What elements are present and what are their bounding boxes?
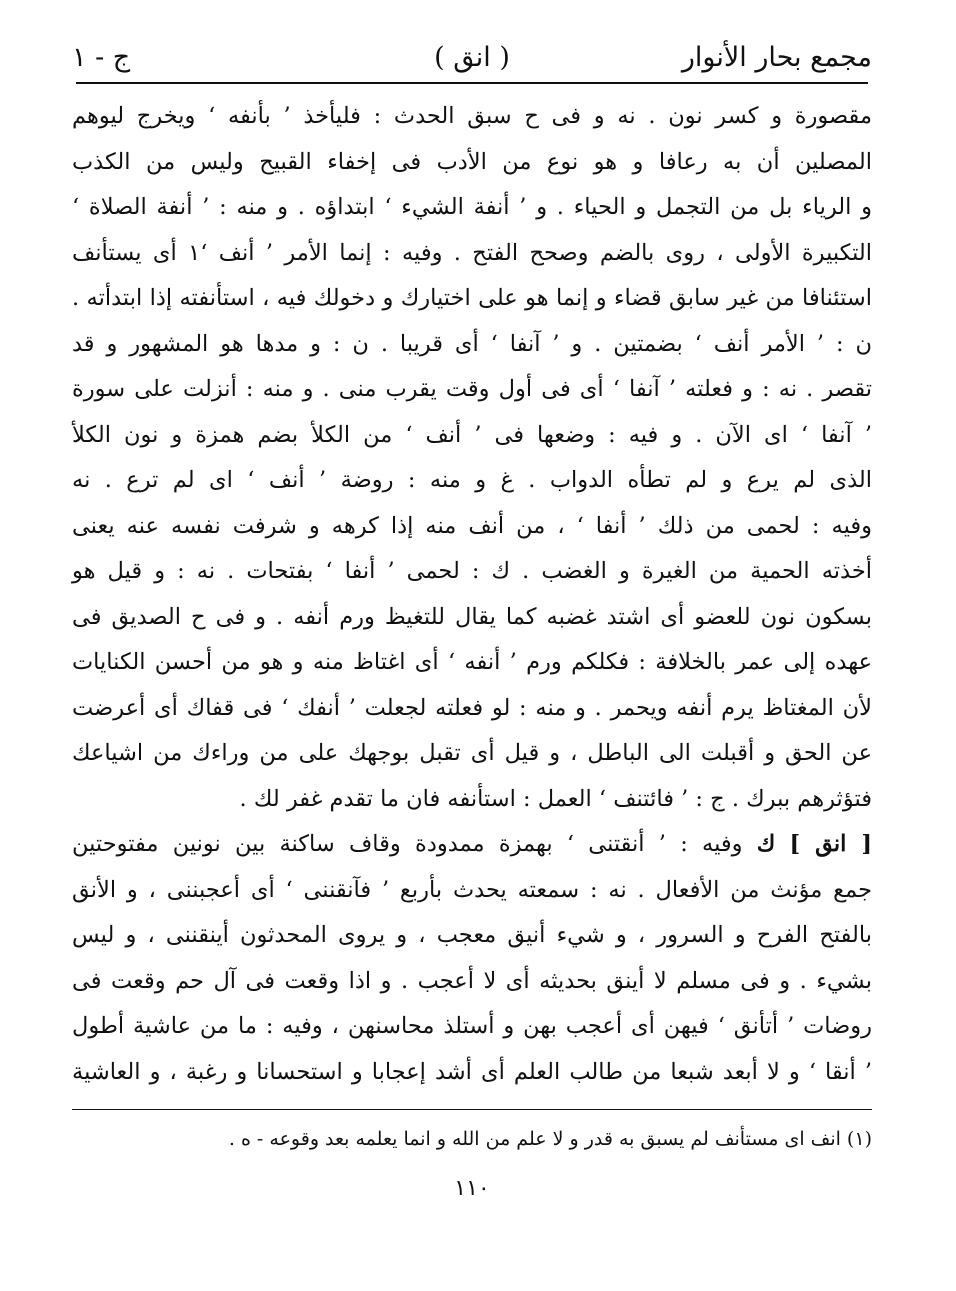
text-line: ’ أنقا ‘ و لا أبعد شبعا من طالب العلم أى أشد إعجابا و استحسانا و رغبة ، و العاشية [72,1058,872,1085]
entry-heading-line [72,822,872,868]
text-line: ’ آنفا ‘ اى الآن . و فيه : وضعها فى ’ أنف ‘ من الكلأ بضم همزة و نون الكلأ [72,421,872,448]
text-line: أخذته الحمية من الغيرة و الغضب . ك : لحمى ’ أنفا ‘ بفتحات . نه : و قيل هو [72,558,872,584]
text-line: بسكون نون للعضو أى اشتد غضبه كما يقال للتغيظ ورم أنفه . و فى ح الصديق فى [72,603,872,630]
text-line: بشيء . و فى مسلم لا أينق بحديثه أى لا أعجب . و اذا وقعت فى آل حم وقعت فى [72,967,872,994]
text-line: لأن المغتاظ يرم أنفه ويحمر . و منه : لو فعلته لجعلت ’ أنفك ‘ فى قفاك أى أعرضت [72,694,872,721]
text-line: وفيه : لحمى من ذلك ’ أنفا ‘ ، من أنف منه إذا كرهه و شرفت نفسه عنه يعنى [72,512,872,539]
text-line: تقصر . نه : و فعلته ’ آنفا ‘ أى فى أول وقت يقرب منى . و منه : أنزلت على سورة [72,376,872,402]
text-line: عن الحق و أقبلت الى الباطل ، و قيل أى تقبل بوجهك على من وراءك من اشياعك [72,740,872,766]
root-heading: ( انق ) [434,41,510,73]
entry-source-code: ك [756,831,776,857]
volume-number: ج - ١ [72,41,131,73]
page [72,34,872,1264]
page-header [72,34,872,80]
text-line: الذى لم يرع و لم تطأه الدواب . غ و منه : روضة ’ أنف ‘ اى لم ترع . نه [72,467,872,493]
header-rule [76,82,868,84]
text-line: التكبيرة الأولى ، روى بالضم وصحح الفتح . وفيه : إنما الأمر ’ أنف ‘١ أى يستأنف [72,239,872,266]
text-line: مقصورة و كسر نون . نه و فى ح سبق الحدث : فليأخذ ’ بأنفه ‘ ويخرج ليوهم [72,103,872,129]
text-line: استئنافا من غير سابق قضاء و إنما هو على اختيارك و دخولك فيه ، استأنفته إذا ابتدأته . [72,285,872,311]
text-line: عهده إلى عمر بالخلافة : فكلكم ورم ’ أنفه ‘ أى اغتاظ منه و هو من أحسن الكنايات [72,649,872,675]
footnote-rule [72,1109,872,1110]
page-number: ١١٠ [454,1176,490,1201]
text-line: بالفتح الفرح و السرور ، و شيء أنيق معجب ، و يروى المحدثون أينقننى ، و ليس [72,922,872,948]
text-line: فتؤثرهم ببرك . ج : ’ فائتنف ‘ العمل : استأنفه فان ما تقدم غفر لك . [239,785,872,812]
entry-first-line: وفيه : ’ أنقتنى ‘ بهمزة ممدودة وقاف ساكنة بين نونين مفتوحتين [72,831,743,857]
main-text [72,94,872,1095]
text-line: المصلين أن به رعافا و هو نوع من الأدب فى إخفاء القبيح وليس من الكذب [72,148,872,175]
text-line: روضات ’ أتأنق ‘ فيهن أى أعجب بهن و أستلذ محاسنهن ، وفيه : ما من عاشية أطول [72,1013,872,1039]
footnote: (١) انف اى مستأنف لم يسبق به قدر و لا علم من الله و انما يعلمه بعد وقوعه - ه . [228,1128,872,1150]
text-line: ن : ’ الأمر أنف ‘ بضمتين . و ’ آنفا ‘ أى قريبا . ن : و مدها هو المشهور و قد [72,330,872,357]
text-line: جمع مؤنث من الأفعال . نه : سمعته يحدث بأربع ’ فآنقننى ‘ أى أعجبننى ، و الأنق [72,876,872,903]
text-line: و الرياء بل من التجمل و الحياء . و ’ أنفة الشيء ‘ ابتداؤه . و منه : ’ أنفة الصلاة ‘ [72,194,872,220]
entry-root: [ انق ] [789,831,872,857]
book-title: مجمع بحار الأنوار [681,41,872,73]
